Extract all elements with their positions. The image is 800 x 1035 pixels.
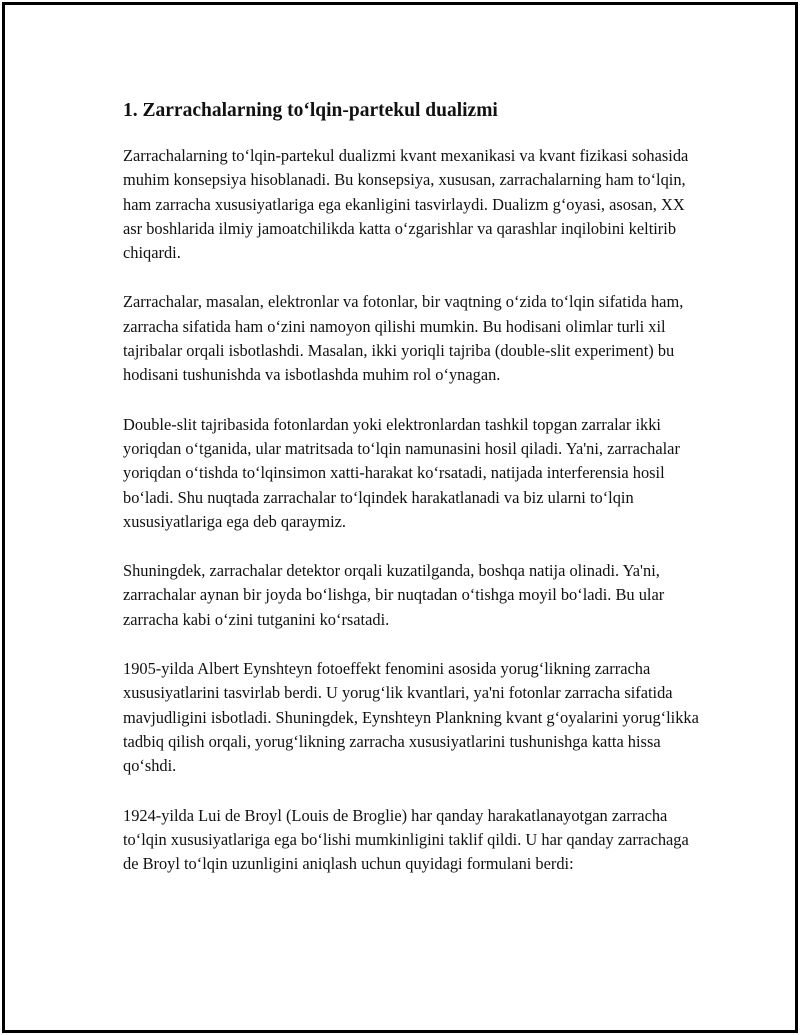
- paragraph-6: 1924-yilda Lui de Broyl (Louis de Broglie) har qanday harakatlanayotgan zarracha toʻlqin xususiyatlariga ega boʻlishi mumkinligini taklif qildi. U har qanday zarrachaga de Broyl toʻlqin uzunligini aniqlash uchun quyidagi formulani berdi:: [123, 805, 689, 874]
- page-frame: [2, 2, 798, 1033]
- paragraph-4: Shuningdek, zarrachalar detektor orqali kuzatilganda, boshqa natija olinadi. Ya'ni, zarrachalar aynan bir joyda boʻlishga, bir nuqtadan oʻtishga moyil boʻladi. Bu ular zarracha kabi oʻzini tutganini koʻrsatadi.: [123, 561, 665, 629]
- paragraph-5: 1905-yilda Albert Eynshteyn fotoeffekt fenomini asosida yorugʻlikning zarracha xususiyatlarini tasvirlab berdi. U yorugʻlik kvantlari, ya'ni fotonlar zarracha sifatida mavjudligini isbotladi. Shuningdek, Eynshteyn Plankning kvant gʻoyalarini yorugʻlikka tadbiq qilish orqali, yorugʻlikning zarracha xususiyatlarini tushunishga katta hissa qoʻshdi.: [123, 659, 699, 776]
- section-title: 1. Zarrachalarning toʻlqin-partekul dualizmi: [123, 100, 498, 121]
- paragraph-2: Zarrachalar, masalan, elektronlar va fotonlar, bir vaqtning oʻzida toʻlqin sifatida ham, zarracha sifatida ham oʻzini namoyon qilishi mumkin. Bu hodisani olimlar turli xil tajribalar orqali isbotlashdi. Masalan, ikki yoriqli tajriba (double-slit experiment) bu hodisani tushunishda va isbotlashda muhim rol oʻynagan.: [123, 292, 684, 385]
- document-body: [123, 96, 703, 901]
- paragraph-1: Zarrachalarning toʻlqin-partekul dualizmi kvant mexanikasi va kvant fizikasi sohasida muhim konsepsiya hisoblanadi. Bu konsepsiya, xususan, zarrachalarning ham toʻlqin, ham zarracha xususiyatlariga ega ekanligini tasvirlaydi. Dualizm gʻoyasi, asosan, XX asr boshlarida ilmiy jamoatchilikda katta oʻzgarishlar va qarashlar inqilobini keltirib chiqardi.: [123, 146, 689, 263]
- paragraph-3: Double-slit tajribasida fotonlardan yoki elektronlardan tashkil topgan zarralar ikki yoriqdan oʻtganida, ular matritsada toʻlqin namunasini hosil qiladi. Ya'ni, zarrachalar yoriqdan oʻtishda toʻlqinsimon xatti-harakat koʻrsatadi, natijada interferensia hosil boʻladi. Shu nuqtada zarrachalar toʻlqindek harakatlanadi va biz ularni toʻlqin xususiyatlariga ega deb qaraymiz.: [123, 414, 680, 531]
